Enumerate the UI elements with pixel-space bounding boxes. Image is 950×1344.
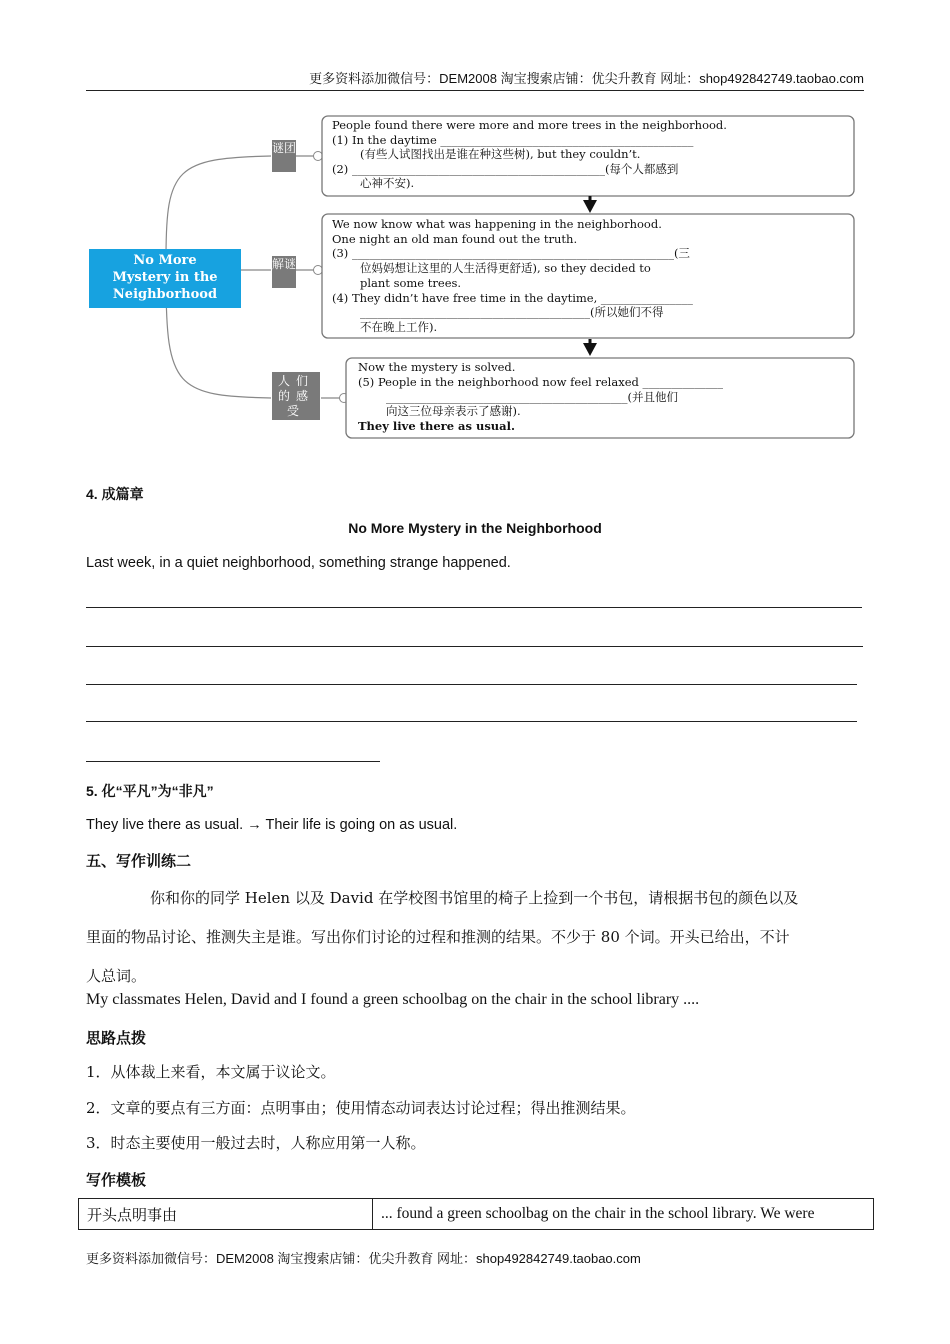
writing-line[interactable] (86, 646, 863, 647)
branch-tag-solve: 解谜 (272, 256, 296, 288)
branch3-box: Now the mystery is solved. (5) People in the neighborhood now feel relaxed ______________ __________________________________________(并且他们 向这三位母亲表示了感谢). They live there as usual. (358, 360, 724, 434)
branch2-box: We now know what was happening in the neighborhood. One night an old man found out the truth. (3) ________________________________________________________(三 位妈妈想让这里的人生活得更舒适), so they decided to plant some trees. (4) They didn’t have free time in the daytime, ________________ ________________________________________(所以她们不得 不在晚上工作). (332, 217, 693, 334)
page-header: 更多资料添加微信号：DEM2008 淘宝搜索店铺：优尖升教育 网址：shop492842749.taobao.com (86, 68, 864, 91)
writing-line[interactable] (86, 607, 862, 608)
mind-map (86, 108, 876, 448)
exercise-heading: 五、写作训练二 (86, 853, 192, 870)
branch-tag-puzzle: 谜团 (272, 140, 296, 172)
template-label: 开头点明事由 (79, 1199, 373, 1230)
tip-item: 3．时态主要使用一般过去时，人称应用第一人称。 (86, 1134, 426, 1152)
table-row (79, 1199, 874, 1230)
branch1-box: People found there were more and more trees in the neighborhood. (1) In the daytime ____________________________________________ (有些人试图找出是谁在种这些树), but they couldn’t. (2) ____________________________________________(每个人都感到 心神不安). (332, 118, 727, 190)
mind-map-center: No More Mystery in the Neighborhood (89, 249, 241, 308)
writing-line[interactable] (86, 721, 857, 722)
tips-heading: 思路点拨 (86, 1030, 147, 1047)
essay-opening: Last week, in a quiet neighborhood, something strange happened. (86, 555, 511, 571)
tip-item: 1．从体裁上来看，本文属于议论文。 (86, 1063, 336, 1081)
page-footer: 更多资料添加微信号：DEM2008 淘宝搜索店铺：优尖升教育 网址：shop492842749.taobao.com (86, 1251, 641, 1266)
exercise-opening: My classmates Helen, David and I found a green schoolbag on the chair in the school library .... (86, 991, 700, 1008)
branch-tag-feelings: 人们的感受 (272, 372, 320, 420)
section4-heading: 4. 成篇章 (86, 486, 144, 502)
exercise-prompt: 你和你的同学 Helen 以及 David 在学校图书馆里的椅子上捡到一个书包，请根据书包的颜色以及 里面的物品讨论、推测失主是谁。写出你们讨论的过程和推测的结果。不少于 80 个词。开头已给出，不计 人总词。 (86, 889, 799, 985)
writing-line[interactable] (86, 761, 380, 762)
tip-item: 2．文章的要点有三方面：点明事由；使用情态动词表达讨论过程；得出推测结果。 (86, 1099, 636, 1117)
section5-example: They live there as usual. → Their life is going on as usual. (86, 817, 458, 833)
template-heading: 写作模板 (86, 1172, 147, 1189)
writing-line[interactable] (86, 684, 857, 685)
essay-title: No More Mystery in the Neighborhood (348, 520, 602, 536)
template-content: ... found a green schoolbag on the chair in the school library. We were (373, 1199, 874, 1230)
writing-template-table (78, 1198, 874, 1230)
section5-heading: 5. 化“平凡”为“非凡” (86, 783, 214, 799)
